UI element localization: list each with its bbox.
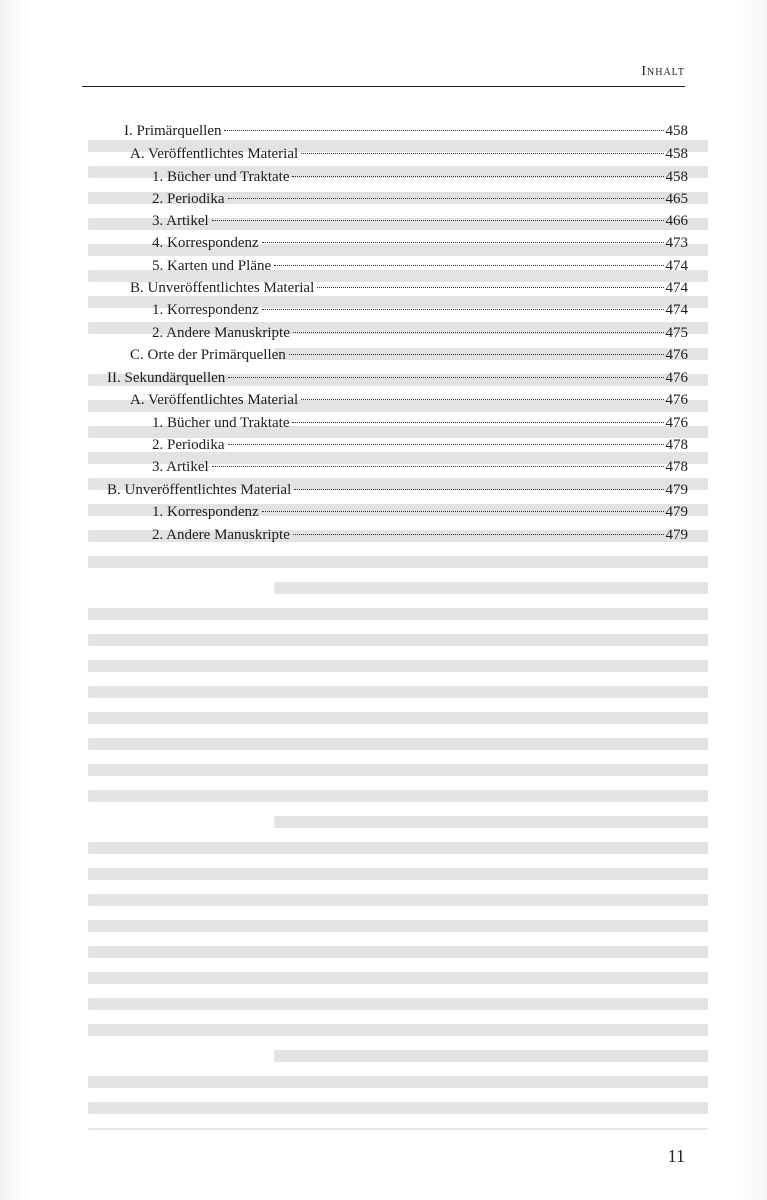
dot-leader — [301, 153, 663, 154]
dot-leader — [293, 534, 664, 535]
toc-entry-page: 458 — [665, 146, 688, 162]
dot-leader — [317, 287, 663, 288]
toc-entry — [152, 166, 688, 188]
toc-entry — [107, 367, 688, 389]
toc-entry — [152, 322, 688, 344]
running-head: Inhalt — [641, 64, 685, 79]
toc-entry-label: 5. Karten und Pläne — [152, 258, 272, 274]
toc-entry-label: 1. Bücher und Traktate — [152, 169, 290, 185]
toc-entry-page: 476 — [665, 370, 688, 386]
toc-entry-label: 2. Andere Manuskripte — [152, 325, 290, 341]
toc-entry — [152, 501, 688, 523]
toc-entry-page: 478 — [665, 437, 688, 453]
toc-entry-label: A. Veröffentlichtes Material — [130, 392, 299, 408]
toc-entry-page: 475 — [665, 325, 688, 341]
toc-entry — [130, 143, 688, 165]
dot-leader — [224, 130, 663, 131]
toc-entry — [107, 479, 688, 501]
toc-entry-page: 474 — [665, 280, 688, 296]
page-number: 11 — [667, 1146, 685, 1166]
toc-entry-label: 1. Bücher und Traktate — [152, 415, 290, 431]
toc-entry-page: 473 — [665, 235, 688, 251]
toc-entry-label: 1. Korrespondenz — [152, 504, 259, 520]
toc-entry-label: B. Unveröffentlichtes Material — [107, 482, 292, 498]
toc-entry-label: II. Sekundärquellen — [107, 370, 226, 386]
dot-leader — [212, 466, 664, 467]
toc-entry-page: 474 — [665, 302, 688, 318]
dot-leader — [301, 399, 663, 400]
toc-entry — [130, 389, 688, 411]
dot-leader — [228, 444, 664, 445]
toc-entry-label: 2. Periodika — [152, 191, 225, 207]
toc-entry-page: 479 — [665, 482, 688, 498]
toc-entry — [152, 524, 688, 546]
toc-entry-label: I. Primärquellen — [124, 123, 222, 139]
dot-leader — [262, 511, 664, 512]
toc-entry — [152, 232, 688, 254]
toc-entry — [152, 434, 688, 456]
dot-leader — [293, 332, 664, 333]
toc-entry-label: 2. Andere Manuskripte — [152, 527, 290, 543]
dot-leader — [262, 242, 664, 243]
dot-leader — [289, 354, 664, 355]
toc-entry-label: 1. Korrespondenz — [152, 302, 259, 318]
toc-entry-page: 458 — [665, 169, 688, 185]
toc-entry — [152, 188, 688, 210]
dot-leader — [228, 377, 663, 378]
toc-entry-page: 474 — [665, 258, 688, 274]
toc-entry-page: 479 — [665, 527, 688, 543]
toc-entry — [152, 456, 688, 478]
toc-entry — [152, 210, 688, 232]
toc-entry — [130, 344, 688, 366]
dot-leader — [262, 309, 664, 310]
toc-entry — [152, 255, 688, 277]
toc-entry-page: 466 — [665, 213, 688, 229]
toc-entry-page: 478 — [665, 459, 688, 475]
toc-entry-page: 465 — [665, 191, 688, 207]
toc-entry-label: 3. Artikel — [152, 459, 209, 475]
toc-entry — [152, 299, 688, 321]
dot-leader — [274, 265, 663, 266]
toc-entry-label: A. Veröffentlichtes Material — [130, 146, 299, 162]
dot-leader — [212, 220, 664, 221]
toc-entry-label: 2. Periodika — [152, 437, 225, 453]
toc-entry-label: B. Unveröffentlichtes Material — [130, 280, 315, 296]
toc-entry-page: 476 — [665, 347, 688, 363]
toc-entry-page: 458 — [665, 123, 688, 139]
toc-entry — [124, 120, 688, 142]
toc-entry-label: C. Orte der Primärquellen — [130, 347, 286, 363]
toc-entry-page: 476 — [665, 415, 688, 431]
dot-leader — [228, 198, 664, 199]
dot-leader — [292, 422, 663, 423]
toc-entry-page: 479 — [665, 504, 688, 520]
toc-entry-label: 4. Korrespondenz — [152, 235, 259, 251]
toc-entry — [130, 277, 688, 299]
toc-entry-label: 3. Artikel — [152, 213, 209, 229]
dot-leader — [294, 489, 663, 490]
toc-entry — [152, 412, 688, 434]
toc-entry-page: 476 — [665, 392, 688, 408]
dot-leader — [292, 176, 663, 177]
